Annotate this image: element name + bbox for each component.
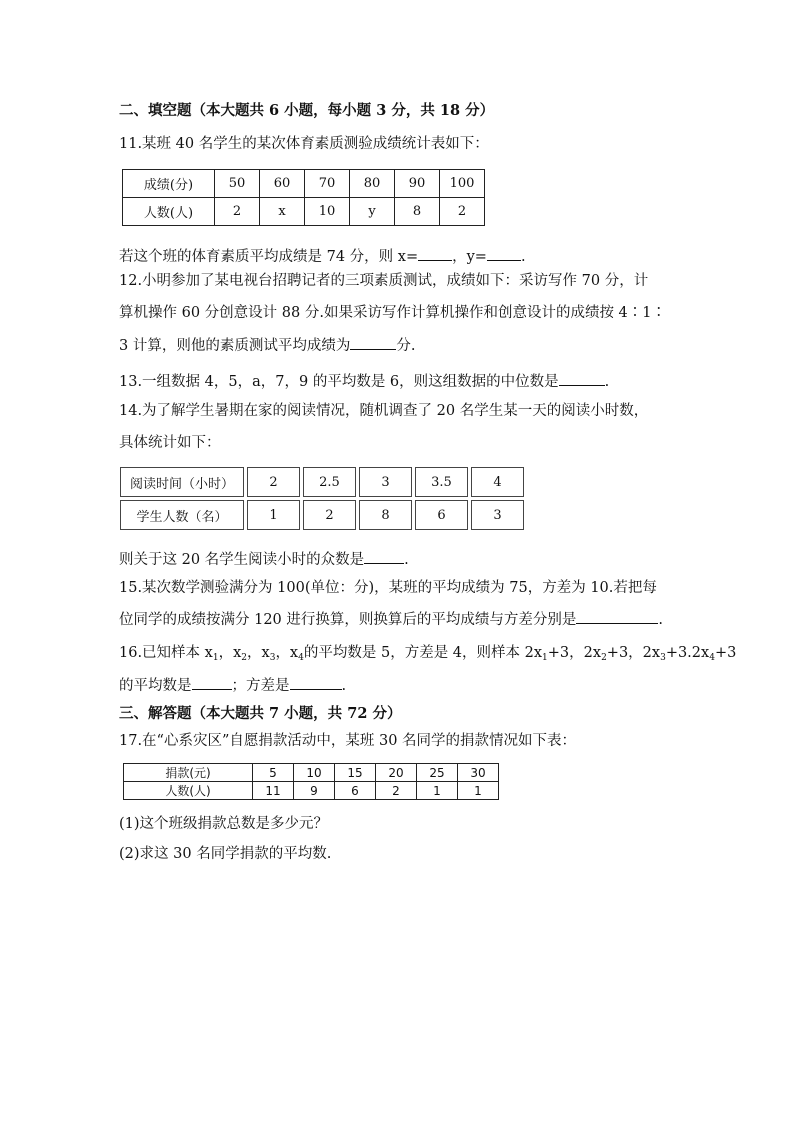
- text-fragment: ；方差是: [231, 678, 290, 694]
- table-header-cell: 学生人数（名）: [120, 500, 244, 530]
- section-2-heading: 二、填空题（本大题共 6 小题，每小题 3 分，共 18 分）: [119, 102, 495, 119]
- table-cell: 2: [376, 782, 417, 800]
- table-cell: 70: [305, 170, 350, 198]
- answer-blank[interactable]: [576, 609, 658, 624]
- text-fragment: 位同学的成绩按满分 120 进行换算，则换算后的平均成绩与方差分别是: [119, 612, 577, 628]
- text-fragment: .: [341, 678, 347, 694]
- table-cell: 8: [359, 500, 412, 530]
- answer-blank-variance[interactable]: [290, 675, 342, 690]
- table-cell: 2: [303, 500, 356, 530]
- subscript: 4: [709, 653, 715, 663]
- table-cell: 1: [417, 782, 458, 800]
- text-fragment: ，y=: [452, 249, 487, 265]
- text-fragment: +3，2x: [606, 645, 661, 661]
- text-fragment: .: [604, 374, 610, 390]
- question-16-line2: [119, 675, 346, 696]
- table-cell: 3.5: [415, 467, 468, 497]
- question-12-line3: [119, 335, 415, 356]
- answer-blank[interactable]: [350, 335, 396, 350]
- table-cell: 1: [247, 500, 300, 530]
- donation-table: [123, 763, 499, 800]
- table-header-cell: 人数(人): [124, 782, 253, 800]
- text-fragment: 分.: [396, 338, 416, 354]
- table-row: [120, 467, 524, 497]
- section-3-heading: 三、解答题（本大题共 7 小题，共 72 分）: [119, 705, 402, 722]
- table-header-cell: 成绩(分): [123, 170, 215, 198]
- table-cell: 2: [247, 467, 300, 497]
- question-17-text: 17.在“心系灾区”自愿捐款活动中，某班 30 名同学的捐款情况如下表：: [119, 733, 577, 749]
- table-cell: 2: [215, 198, 260, 226]
- subscript: 2: [601, 653, 607, 663]
- question-11-text: 11.某班 40 名学生的某次体育素质测验成绩统计表如下：: [119, 136, 489, 152]
- answer-blank[interactable]: [559, 371, 605, 386]
- text-fragment: 的平均数是 5，方差是 4，则样本 2x: [303, 645, 543, 661]
- reading-time-table: [117, 464, 527, 533]
- table-row: [124, 782, 499, 800]
- table-cell: 80: [350, 170, 395, 198]
- table-cell: 90: [395, 170, 440, 198]
- question-14-line1: 14.为了解学生暑期在家的阅读情况，随机调查了 20 名学生某一天的阅读小时数，: [119, 403, 649, 419]
- subscript: 1: [212, 653, 219, 663]
- question-11-followup: [119, 246, 526, 267]
- question-14-followup: [119, 549, 409, 570]
- table-row: [124, 764, 499, 782]
- table-cell: 9: [294, 782, 335, 800]
- table-cell: 8: [395, 198, 440, 226]
- text-fragment: ，x: [218, 645, 242, 661]
- table-cell: 3: [471, 500, 524, 530]
- text-fragment: .: [520, 249, 526, 265]
- subscript: 1: [542, 653, 548, 663]
- table-row: [123, 170, 485, 198]
- question-14-line2: 具体统计如下：: [119, 435, 221, 451]
- table-cell: 30: [458, 764, 499, 782]
- table-cell: 10: [305, 198, 350, 226]
- answer-blank-x[interactable]: [418, 246, 452, 261]
- subscript: 2: [241, 653, 248, 663]
- table-cell: 1: [458, 782, 499, 800]
- text-fragment: 3 计算，则他的素质测试平均成绩为: [119, 338, 351, 354]
- answer-blank-y[interactable]: [487, 246, 521, 261]
- table-cell: 5: [253, 764, 294, 782]
- table-cell: 4: [471, 467, 524, 497]
- text-fragment: +3，2x: [547, 645, 602, 661]
- subscript: 3: [269, 653, 276, 663]
- table-header-cell: 捐款(元): [124, 764, 253, 782]
- table-cell: x: [260, 198, 305, 226]
- table-cell: 15: [335, 764, 376, 782]
- subscript: 4: [298, 653, 304, 663]
- table-cell: 20: [376, 764, 417, 782]
- subscript: 3: [660, 653, 666, 663]
- answer-blank[interactable]: [364, 549, 404, 564]
- table-cell: 100: [440, 170, 485, 198]
- text-fragment: ，x: [275, 645, 299, 661]
- table-cell: y: [350, 198, 395, 226]
- question-17-part2: (2)求这 30 名同学捐款的平均数.: [119, 846, 332, 862]
- table-cell: 2.5: [303, 467, 356, 497]
- table-cell: 10: [294, 764, 335, 782]
- answer-blank-mean[interactable]: [192, 675, 232, 690]
- text-fragment: 的平均数是: [119, 678, 192, 694]
- table-cell: 60: [260, 170, 305, 198]
- text-fragment: +3.2x: [665, 645, 710, 661]
- question-15-line2: [119, 609, 663, 630]
- table-cell: 6: [415, 500, 468, 530]
- text-fragment: ，x: [247, 645, 270, 661]
- table-header-cell: 人数(人): [123, 198, 215, 226]
- text-fragment: 16.已知样本 x: [119, 645, 213, 661]
- table-header-cell: 阅读时间（小时）: [120, 467, 244, 497]
- question-15-line1: 15.某次数学测验满分为 100(单位：分)，某班的平均成绩为 75，方差为 10.若把每: [119, 580, 657, 596]
- question-13-text: [119, 371, 609, 392]
- question-12-line1: 12.小明参加了某电视台招聘记者的三项素质测试，成绩如下：采访写作 70 分，计: [119, 273, 649, 289]
- question-12-line2: 算机操作 60 分创意设计 88 分.如果采访写作计算机操作和创意设计的成绩按 4∶1∶: [119, 305, 667, 321]
- text-fragment: 则关于这 20 名学生阅读小时的众数是: [119, 552, 365, 568]
- text-fragment: +3: [714, 645, 737, 661]
- question-16-line1: [119, 643, 736, 663]
- table-cell: 6: [335, 782, 376, 800]
- table-cell: 50: [215, 170, 260, 198]
- text-fragment: 若这个班的体育素质平均成绩是 74 分，则 x=: [119, 249, 419, 265]
- table-row: [123, 198, 485, 226]
- question-17-part1: (1)这个班级捐款总数是多少元？: [119, 816, 329, 832]
- score-table: [122, 169, 485, 226]
- table-cell: 3: [359, 467, 412, 497]
- table-cell: 11: [253, 782, 294, 800]
- text-fragment: .: [404, 552, 409, 568]
- table-cell: 25: [417, 764, 458, 782]
- text-fragment: .: [658, 612, 664, 628]
- text-fragment: 13.一组数据 4，5，a，7，9 的平均数是 6，则这组数据的中位数是: [119, 374, 559, 390]
- table-row: [120, 500, 524, 530]
- table-cell: 2: [440, 198, 485, 226]
